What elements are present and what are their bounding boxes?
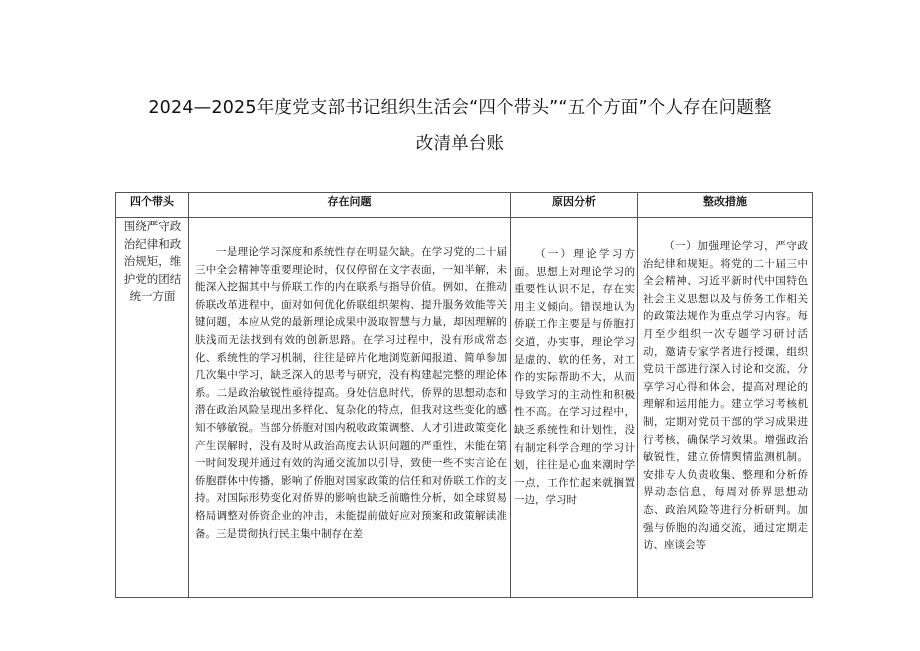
- cause-text: （一）理论学习方面。思想上对理论学习的重要性认识不足，存在实用主义倾向。错误地认为侨联工作主要是与侨胞打交道，办实事，理论学习是虚的、软的任务，对工作的实际帮助不大，从而导致学习的主动性和积极性不高。在学习过程中，缺乏系统性和计划性，没有制定科学合理的学习计划，往往是心血来潮时学一点，工作忙起来就搁置一边，学习时: [514, 248, 635, 507]
- header-rectification-measures: 整改措施: [638, 193, 813, 218]
- cause-cell: [511, 218, 638, 598]
- problem-text: 一是理论学习深度和系统性存在明显欠缺。在学习党的二十届三中全会精神等重要理论时，仅仅停留在文字表面，一知半解，未能深入挖掘其中与侨联工作的内在联系与指导价值。例如，在推动侨联改革进程中，面对如何优化侨联组织架构、提升服务效能等关键问题，本应从党的最新理论成果中汲取智慧与力量，却因理解的肤浅而无法找到有效的创新思路。在学习过程中，没有形成常态化、系统性的学习机制，往往是碎片化地浏览新闻报道、简单参加几次集中学习，缺乏深入的思考与研究，没有构建起完整的理论体系。二是政治敏锐性亟待提高。身处信息时代，侨界的思想动态和潜在政治风险呈现出多样化、复杂化的特点，但我对这些变化的感知不够敏锐。当部分侨胞对国内税收政策调整、人才引进政策变化产生误解时，没有及时从政治高度去认识问题的严重性，未能在第一时间发现并通过有效的沟通交流加以引导，致使一些不实言论在侨胞群体中传播，影响了侨胞对国家政策的信任和对侨联工作的支持。对国际形势变化对侨界的影响也缺乏前瞻性分析，如全球贸易格局调整对侨资企业的冲击，未能提前做好应对预案和政策解读准备。三是贯彻执行民主集中制存在差: [195, 246, 507, 540]
- measure-cell: [638, 218, 813, 598]
- document-title-line-2: 改清单台账: [415, 134, 505, 154]
- category-text: 围绕严守政治纪律和政治规矩，维护党的团结统一方面: [123, 219, 182, 303]
- header-cause-analysis: 原因分析: [511, 193, 638, 218]
- document-title-line-1: 2024—2025年度党支部书记组织生活会“四个带头”“五个方面”个人存在问题整: [148, 98, 772, 118]
- rectification-ledger-table: [115, 192, 813, 598]
- measure-text: （一）加强理论学习，严守政治纪律和规矩。将党的二十届三中全会精神、习近平新时代中国特色社会主义思想以及与侨务工作相关的政策法规作为重点学习内容。每月至少组织一次专题学习研讨活动，邀请专家学者进行授课，组织党员干部进行深入讨论和交流，分享学习心得和体会，提高对理论的理解和运用能力。建立学习考核机制，定期对党员干部的学习成果进行考核，确保学习效果。增强政治敏锐性，建立侨情舆情监测机制。安排专人负责收集、整理和分析侨界动态信息，每周对侨界思想动态、政治风险等进行分析研判。加强与侨胞的沟通交流，通过定期走访、座谈会等: [643, 240, 808, 552]
- table-header-row: [116, 193, 813, 218]
- category-cell: [116, 218, 189, 598]
- header-four-leads: 四个带头: [116, 193, 189, 218]
- table-row: [116, 218, 813, 598]
- problem-cell: [189, 218, 511, 598]
- header-existing-problems: 存在问题: [189, 193, 511, 218]
